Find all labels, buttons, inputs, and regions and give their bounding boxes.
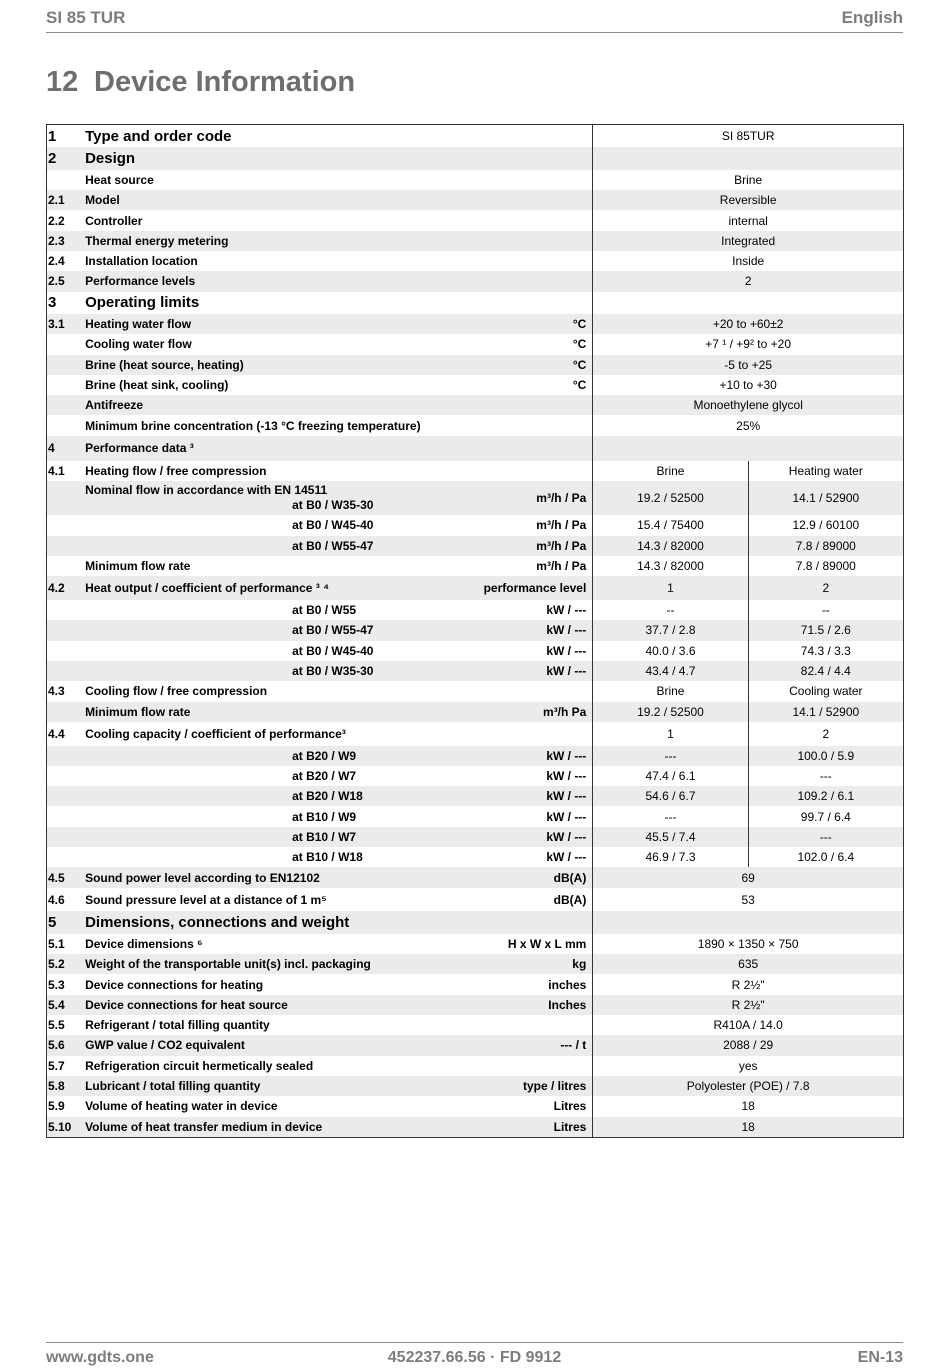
row-description: Volume of heat transfer medium in device [85,1117,465,1138]
row-value: R 2½" [593,995,904,1015]
table-row [47,395,904,415]
value-column-1: 40.0 / 3.6 [593,641,748,661]
value-column-2: 102.0 / 6.4 [748,847,903,867]
table-row [47,125,904,148]
row-description: at B20 / W7 [292,769,357,784]
row-description: Device connections for heat source [85,995,465,1015]
row-value: R 2½" [593,974,904,994]
row-description: Heating flow / free compression [85,464,267,479]
row-number: 5.5 [48,1018,65,1033]
table-row [47,1035,904,1055]
row-description: Installation location [85,254,198,269]
row-unit: dB(A) [465,867,592,887]
row-number [47,375,86,395]
table-row [47,1096,904,1116]
row-description: Weight of the transportable unit(s) incl. packaging [85,954,465,974]
row-unit [465,911,592,933]
row-description: Heating water flow [85,314,465,334]
header-language: English [841,8,903,27]
row-value: SI 85TUR [593,125,904,148]
row-unit: kg [465,954,592,974]
row-number: 4.2 [47,576,86,600]
section-heading: Operating limits [85,294,200,312]
value-column-1: Brine [593,461,748,481]
table-row [47,231,904,251]
row-number [47,702,86,722]
row-unit [465,292,592,314]
header-model: SI 85 TUR [46,8,126,27]
row-value: 635 [593,954,904,974]
row-number [47,556,86,576]
value-column-1: 1 [593,576,748,600]
table-row [47,314,904,334]
row-number: 5.4 [47,995,86,1015]
row-unit [465,271,592,291]
row-unit: kW / --- [465,786,592,806]
table-row [47,415,904,435]
row-unit [465,251,592,271]
table-row [47,702,904,722]
row-number [47,746,86,766]
section-heading: Design [85,147,465,169]
row-value: 1890 × 1350 × 750 [593,934,904,954]
row-number [47,600,86,620]
footer-website: www.gdts.one [46,1349,154,1366]
row-description: Cooling capacity / coefficient of performance³ [85,726,346,741]
table-row [47,436,904,461]
table-row [47,1056,904,1076]
row-description: Sound pressure level at a distance of 1 m⁵ [85,892,327,907]
value-column-2: 109.2 / 6.1 [748,786,903,806]
row-description: Brine (heat sink, cooling) [85,377,229,392]
row-value [593,147,904,169]
value-column-1: -- [593,600,748,620]
row-unit [465,210,592,230]
row-value: 53 [593,888,904,912]
row-unit: m³/h / Pa [536,559,587,574]
row-number: 5.9 [48,1099,65,1114]
value-column-2: 14.1 / 52900 [748,481,903,515]
table-row [47,867,904,887]
value-column-1: 47.4 / 6.1 [593,766,748,786]
row-description-main: Nominal flow in accordance with EN 14511 [85,483,328,498]
row-description: at B10 / W18 [292,850,363,865]
row-value: Integrated [593,231,904,251]
row-description: Minimum brine concentration (-13 °C freezing temperature) [85,418,421,433]
row-unit: Litres [465,1117,592,1138]
row-unit [465,415,592,435]
value-column-1: 14.3 / 82000 [593,536,748,556]
row-value: 18 [593,1096,904,1116]
row-unit: m³/h Pa [465,702,592,722]
row-unit [465,170,592,190]
table-row [47,661,904,681]
row-unit: m³/h / Pa [465,536,592,556]
row-number: 2.5 [47,271,86,291]
row-value: yes [593,1056,904,1076]
row-number: 5.3 [48,977,65,992]
table-row [47,974,904,994]
row-number [47,481,86,515]
row-number: 2.2 [48,213,65,228]
row-description: Brine (heat source, heating) [85,355,465,375]
row-unit: H x W x L mm [507,937,587,951]
row-description: Refrigerant / total filling quantity [85,1018,270,1033]
row-description: Performance levels [85,271,465,291]
row-unit: kW / --- [465,620,592,640]
page-title [46,66,355,99]
value-column-2: --- [748,827,903,847]
device-information-table [46,124,904,1138]
value-column-1: 54.6 / 6.7 [593,786,748,806]
row-value: R410A / 14.0 [593,1015,904,1035]
row-description: at B0 / W45-40 [292,518,374,533]
row-description: Minimum flow rate [85,702,465,722]
row-number: 4.4 [48,726,65,741]
row-number: 2.1 [47,190,86,210]
value-column-2: 74.3 / 3.3 [748,641,903,661]
row-description: Model [85,190,465,210]
row-number [47,806,86,826]
value-column-1: --- [593,746,748,766]
row-description: Minimum flow rate [85,559,191,574]
row-value: Polyolester (POE) / 7.8 [593,1076,904,1096]
table-row [47,786,904,806]
section-heading: Type and order code [85,127,232,145]
table-row [47,888,904,912]
table-row [47,911,904,933]
row-number [47,515,86,535]
value-column-2: 2 [748,576,903,600]
table-row [47,515,904,535]
row-value [593,911,904,933]
value-column-2: -- [748,600,903,620]
row-description: Antifreeze [85,395,465,415]
table-row [47,600,904,620]
row-unit [465,395,592,415]
row-number [47,847,86,867]
row-unit [465,125,592,148]
row-number: 5.6 [47,1035,86,1055]
table-row [47,954,904,974]
row-number [47,620,86,640]
table-row [47,641,904,661]
row-value: 18 [593,1117,904,1138]
row-description: at B0 / W55-47 [85,620,465,640]
row-number: 5.2 [47,954,86,974]
value-column-1: 19.2 / 52500 [593,702,748,722]
row-number [47,355,86,375]
table-row [47,461,904,481]
row-description: at B20 / W9 [85,746,465,766]
row-value: 2088 / 29 [593,1035,904,1055]
row-description: Device connections for heating [85,977,264,992]
row-number: 5.10 [47,1117,86,1138]
row-number: 4.5 [47,867,86,887]
value-column-1: 14.3 / 82000 [593,556,748,576]
table-row [47,766,904,786]
value-column-2: 7.8 / 89000 [748,536,903,556]
row-unit: kW / --- [546,603,587,618]
value-column-1: --- [593,806,748,826]
table-row [47,292,904,314]
row-description: Controller [85,213,143,228]
table-row [47,1117,904,1138]
row-unit [465,190,592,210]
table-row [47,934,904,954]
table-row [47,847,904,867]
row-unit [465,722,592,746]
row-number: 4.1 [48,464,65,479]
row-number [47,827,86,847]
table-row [47,620,904,640]
row-description: Thermal energy metering [85,231,465,251]
row-description: at B0 / W45-40 [292,643,374,658]
value-column-2: 71.5 / 2.6 [748,620,903,640]
value-column-2: 99.7 / 6.4 [748,806,903,826]
row-value: 2 [593,271,904,291]
row-unit: m³/h / Pa [536,518,587,533]
table-row [47,481,904,515]
row-value: +10 to +30 [593,375,904,395]
row-value: +20 to +60±2 [593,314,904,334]
row-value: 69 [593,867,904,887]
row-value: Reversible [593,190,904,210]
row-unit [465,231,592,251]
footer-page-number: EN-13 [857,1349,903,1366]
row-description: Cooling flow / free compression [85,684,268,699]
row-description: Sound power level according to EN12102 [85,867,465,887]
row-description: Heat output / coefficient of performance ³ ⁴ [85,576,465,600]
row-description: GWP value / CO2 equivalent [85,1035,465,1055]
value-column-2: 12.9 / 60100 [748,515,903,535]
row-unit: type / litres [465,1076,592,1096]
row-number: 4 [47,436,86,461]
row-description: Heat source [85,172,154,187]
row-value: internal [593,210,904,230]
section-title: Device Information [94,66,356,98]
row-unit [465,461,592,481]
table-row [47,210,904,230]
value-column-2: Heating water [748,461,903,481]
table-row [47,251,904,271]
page-header [46,6,903,33]
section-heading: Performance data ³ [85,436,465,461]
table-row [47,1076,904,1096]
value-column-2: 14.1 / 52900 [748,702,903,722]
row-number: 2 [47,147,86,169]
row-number [47,786,86,806]
value-column-2: 82.4 / 4.4 [748,661,903,681]
table-row [47,536,904,556]
row-unit: kW / --- [546,809,587,824]
value-column-1: Brine [593,681,748,701]
table-row [47,576,904,600]
row-value: 25% [593,415,904,435]
row-number: 5.8 [47,1076,86,1096]
row-number: 1 [48,127,57,145]
table-row [47,681,904,701]
row-number [47,766,86,786]
row-unit [465,1056,592,1076]
table-row [47,170,904,190]
row-unit: m³/h / Pa [465,481,592,515]
value-column-1: 37.7 / 2.8 [593,620,748,640]
row-description: at B10 / W7 [85,827,465,847]
row-unit [465,147,592,169]
row-unit: kW / --- [546,643,587,658]
row-unit: kW / --- [546,769,587,784]
row-description: at B0 / W55 [292,603,357,618]
page-footer [46,1342,903,1369]
row-description: Volume of heating water in device [85,1099,278,1114]
row-description: at B0 / W55-47 [85,536,465,556]
row-number: 5.7 [48,1058,65,1073]
row-unit: inches [548,977,587,992]
row-unit: °C [572,377,587,392]
table-row [47,806,904,826]
row-unit [465,681,592,701]
row-number: 4.6 [48,892,65,907]
table-row [47,746,904,766]
row-unit [465,1015,592,1035]
row-number: 3 [48,294,57,312]
value-column-2: Cooling water [748,681,903,701]
value-column-1: 19.2 / 52500 [593,481,748,515]
table-row [47,355,904,375]
row-unit: kW / --- [465,746,592,766]
row-unit: kW / --- [465,827,592,847]
table-row [47,190,904,210]
row-description: at B20 / W18 [85,786,465,806]
row-number [47,334,86,354]
value-column-1: 43.4 / 4.7 [593,661,748,681]
row-unit: Inches [465,995,592,1015]
row-value: Inside [593,251,904,271]
row-unit: Litres [553,1099,587,1114]
section-number: 12 [46,66,79,98]
row-value: -5 to +25 [593,355,904,375]
row-number: 2.4 [48,254,65,269]
value-column-2: 100.0 / 5.9 [748,746,903,766]
row-description: Refrigeration circuit hermetically sealed [85,1058,314,1073]
table-row [47,556,904,576]
row-description: Cooling water flow [85,337,192,352]
row-number: 4.3 [48,684,65,699]
row-value: Brine [593,170,904,190]
row-unit [465,436,592,461]
row-description: at B0 / W35-30 [85,661,465,681]
row-number: 2.3 [47,231,86,251]
value-column-2: 2 [748,722,903,746]
table-row [47,827,904,847]
row-number [47,661,86,681]
row-unit: °C [465,355,592,375]
row-number [47,170,86,190]
row-number: 3.1 [47,314,86,334]
row-value: +7 ¹ / +9² to +20 [593,334,904,354]
value-column-2: --- [748,766,903,786]
row-number [47,415,86,435]
row-description: at B10 / W9 [292,809,357,824]
row-description: Device dimensions ⁶ [85,937,203,951]
row-description [85,481,465,515]
row-unit: --- / t [465,1035,592,1055]
table-row [47,147,904,169]
row-unit: dB(A) [553,892,587,907]
row-unit: °C [572,337,587,352]
table-row [47,271,904,291]
table-row [47,1015,904,1035]
value-column-1: 46.9 / 7.3 [593,847,748,867]
row-unit: performance level [465,576,592,600]
row-number [47,536,86,556]
value-column-1: 1 [593,722,748,746]
value-column-1: 15.4 / 75400 [593,515,748,535]
value-column-1: 45.5 / 7.4 [593,827,748,847]
row-number: 5 [47,911,86,933]
row-number [47,395,86,415]
section-heading: Dimensions, connections and weight [85,911,465,933]
row-unit: kW / --- [546,850,587,865]
row-number: 5.1 [48,937,65,951]
row-value: Monoethylene glycol [593,395,904,415]
row-unit: °C [465,314,592,334]
row-unit: kW / --- [465,661,592,681]
table-row [47,334,904,354]
row-number [47,641,86,661]
value-column-2: 7.8 / 89000 [748,556,903,576]
row-description-condition: at B0 / W35-30 [292,498,374,513]
footer-document-code: 452237.66.56 · FD 9912 [387,1349,562,1366]
table-row [47,375,904,395]
row-value [593,436,904,461]
row-description: Lubricant / total filling quantity [85,1076,465,1096]
table-row [47,722,904,746]
row-value [593,292,904,314]
table-row [47,995,904,1015]
